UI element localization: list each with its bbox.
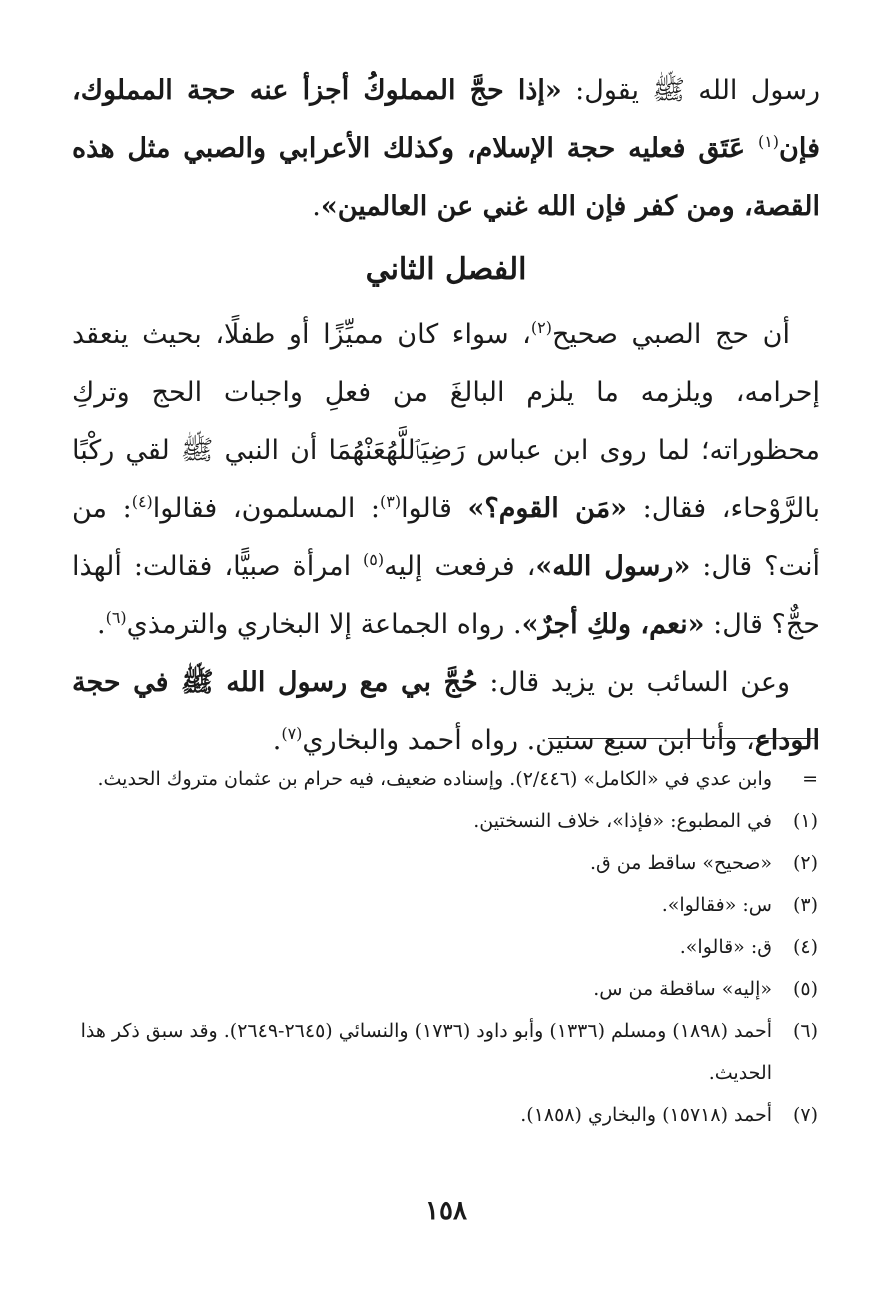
footnote-separator xyxy=(548,738,818,739)
footnote-item xyxy=(72,968,818,1010)
hadith-quote: حُجَّ بي مع رسول الله ﷺ في حجة الوداع xyxy=(72,667,820,756)
footnote-text: وابن عدي في «الكامل» (٢/٤٤٦). وإسناده ضعيف، فيه حرام بن عثمان متروك الحديث. xyxy=(97,768,772,790)
text: قالوا xyxy=(401,493,468,524)
footnote-text: ق: «قالوا». xyxy=(679,936,772,958)
footnote-ref-5[interactable]: (٥) xyxy=(363,550,385,569)
footnote-number: (١) xyxy=(792,810,818,832)
footnote-item xyxy=(72,800,818,842)
footnote-ref-7[interactable]: (٧) xyxy=(281,724,303,743)
hadith-quote: «إذا حجَّ المملوكُ أجزأ عنه حجة المملوك، فإن xyxy=(72,75,820,164)
footnote-number: (٤) xyxy=(792,936,818,958)
text: : من أنت؟ قال: xyxy=(72,493,820,582)
footnote-number: (٦) xyxy=(792,1020,818,1042)
text: أن حج الصبي صحيح xyxy=(552,319,790,350)
hadith-quote: «رسول الله» xyxy=(535,551,691,582)
paragraph-1 xyxy=(72,62,820,236)
text: امرأة صبيًّا، فقالت: ألهذا حجٌّ؟ قال: xyxy=(72,551,820,640)
hadith-quote: عَتَق فعليه حجة الإسلام، وكذلك الأعرابي والصبي مثل هذه القصة، ومن كفر فإن الله غني عن العالمين» xyxy=(72,133,820,222)
text: وعن السائب بن يزيد قال: xyxy=(477,667,790,698)
paragraph-3 xyxy=(72,654,820,770)
section-title: الفصل الثاني xyxy=(365,252,527,287)
hadith-quote: «مَن القوم؟» xyxy=(467,493,628,524)
text: . xyxy=(96,609,106,640)
footnote-text: أحمد (١٨٩٨) ومسلم (١٣٣٦) وأبو داود (١٧٣٦) والنسائي (٢٦٤٥-٢٦٤٩). وقد سبق ذكر هذا الحديث. xyxy=(80,1020,772,1084)
footnote-ref-1[interactable]: (١) xyxy=(757,132,780,151)
footnote-item xyxy=(72,884,818,926)
footnote-number: (٧) xyxy=(792,1104,818,1126)
footnote-item xyxy=(72,926,818,968)
footnotes xyxy=(72,758,818,1136)
footnote-number: (٢) xyxy=(792,852,818,874)
text: ، سواء كان مميِّزًا أو طفلًا، بحيث ينعقد إحرامه، ويلزمه ما يلزم البالغَ من فعلِ واجبات الحج وتركِ محظوراته؛ لما روى ابن عباس رَضِيَٱللَّهُعَنْهُمَا أن النبي ﷺ لقي ركْبًا بالرَّوْحاء، فقال: xyxy=(72,319,820,524)
footnote-number: (٥) xyxy=(792,978,818,1000)
footnote-ref-4[interactable]: (٤) xyxy=(131,492,153,511)
footnote-text: «صحيح» ساقط من ق. xyxy=(589,852,772,874)
footnote-ref-2[interactable]: (٢) xyxy=(530,318,552,337)
footnote-ref-3[interactable]: (٣) xyxy=(380,492,402,511)
text: . xyxy=(312,191,321,222)
text: ، وأنا ابن سبع سنين. رواه أحمد والبخاري xyxy=(302,725,755,756)
hadith-quote: «نعم، ولكِ أجرٌ» xyxy=(521,609,705,640)
text: . xyxy=(272,725,282,756)
footnote-item xyxy=(72,758,818,800)
footnote-number: = xyxy=(802,768,818,790)
page-number: ١٥٨ xyxy=(425,1196,467,1226)
footnote-text: أحمد (١٥٧١٨) والبخاري (١٨٥٨). xyxy=(520,1104,772,1126)
footnote-text: س: «فقالوا». xyxy=(661,894,772,916)
text: ، فرفعت إليه xyxy=(384,551,536,582)
footnote-number: (٣) xyxy=(792,894,818,916)
main-text xyxy=(72,62,820,770)
text: رسول الله ﷺ يقول: xyxy=(561,75,820,106)
footnote-text: في المطبوع: «فإذا»، خلاف النسختين. xyxy=(473,810,772,832)
footnote-item xyxy=(72,1094,818,1136)
footnote-ref-6[interactable]: (٦) xyxy=(105,608,127,627)
text: : المسلمون، فقالوا xyxy=(152,493,380,524)
footnote-item xyxy=(72,842,818,884)
footnote-item xyxy=(72,1010,818,1094)
paragraph-2 xyxy=(72,306,820,654)
text: . رواه الجماعة إلا البخاري والترمذي xyxy=(126,609,522,640)
footnote-text: «إليه» ساقطة من س. xyxy=(593,978,772,1000)
